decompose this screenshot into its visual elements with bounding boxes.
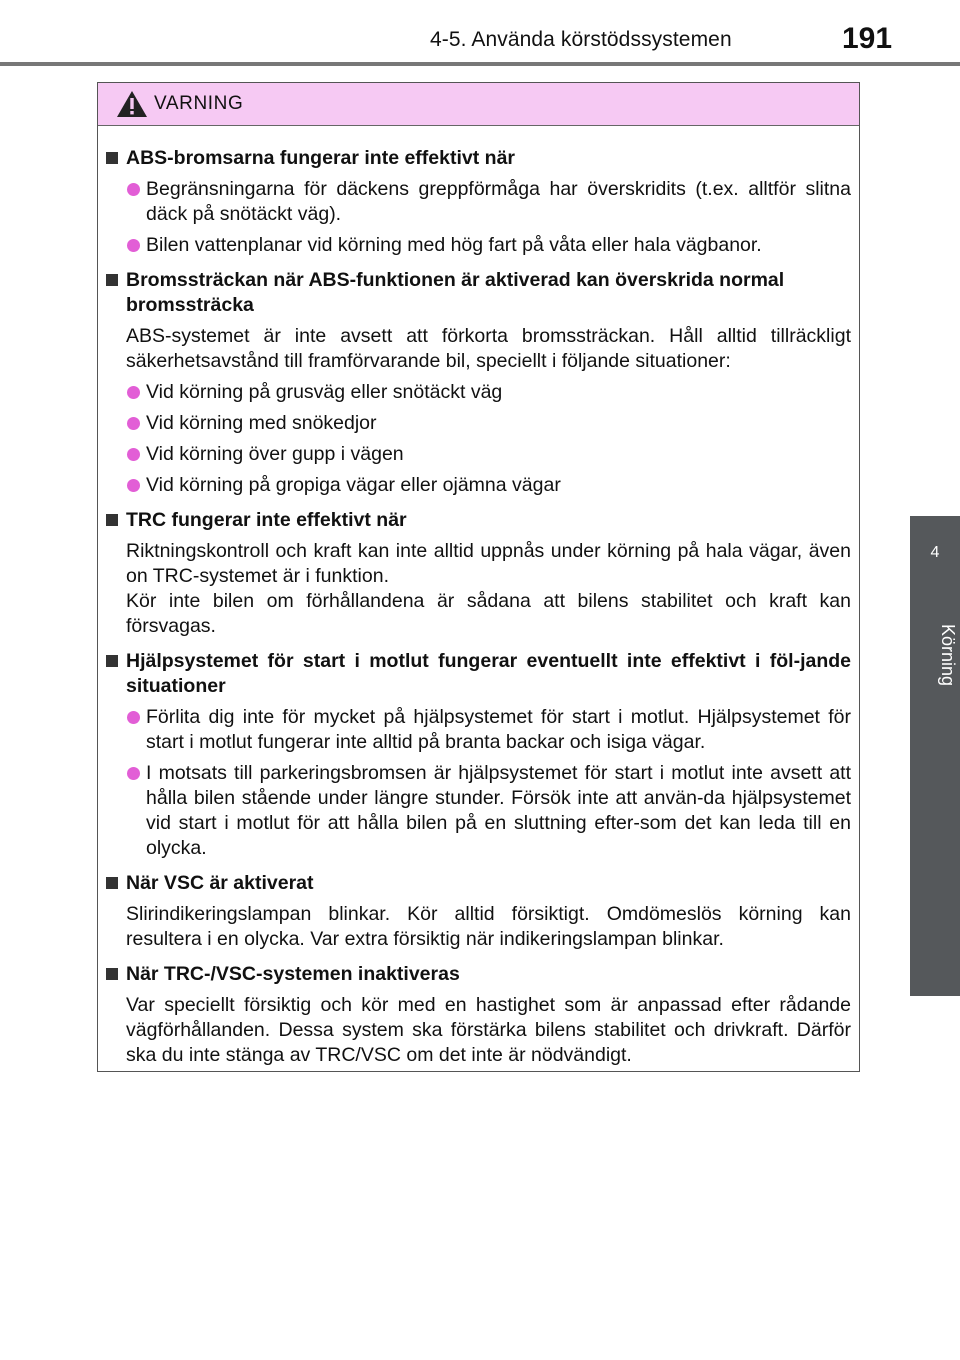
circle-bullet-icon [127, 417, 140, 430]
chapter-label: Körning [938, 624, 958, 687]
list-item: Vid körning över gupp i vägen [104, 442, 851, 467]
section-title: 4-5. Använda körstödssystemen [430, 28, 732, 51]
list-item: Vid körning på gropiga vägar eller ojämna vägar [104, 473, 851, 498]
circle-bullet-icon [127, 183, 140, 196]
paragraph: ABS-systemet är inte avsett att förkorta bromssträckan. Håll alltid tillräckligt säkerhetsavstånd till framförvarande bil, speciellt i följande situationer: [126, 325, 851, 372]
chapter-number: 4 [930, 544, 940, 561]
section-heading: ABS-bromsarna fungerar inte effektivt när [104, 146, 851, 171]
section-heading: TRC fungerar inte effektivt när [104, 508, 851, 533]
paragraph: Slirindikeringslampan blinkar. Kör alltid försiktigt. Omdömeslös körning kan resultera i en olycka. Var extra försiktig när indikeringslampan blinkar. [126, 903, 851, 950]
warning-box [97, 82, 860, 1072]
chapter-side-tab [910, 516, 960, 996]
circle-bullet-icon [127, 448, 140, 461]
list-item: Vid körning på grusväg eller snötäckt väg [104, 380, 851, 405]
square-bullet-icon [106, 514, 118, 526]
circle-bullet-icon [127, 386, 140, 399]
header-rule [0, 62, 960, 66]
warning-label: VARNING [154, 93, 244, 114]
section-heading: När VSC är aktiverat [104, 871, 851, 896]
list-item: Förlita dig inte för mycket på hjälpsystemet för start i motlut. Hjälpsystemet för start i motlut fungerar inte alltid på branta backar och isiga vägar. [104, 705, 851, 755]
square-bullet-icon [106, 968, 118, 980]
page-number: 191 [842, 22, 893, 55]
square-bullet-icon [106, 152, 118, 164]
list-item: Bilen vattenplanar vid körning med hög fart på våta eller hala vägbanor. [104, 233, 851, 258]
list-item: Begränsningarna för däckens greppförmåga har överskridits (t.ex. alltför slitna däck på snötäckt väg). [104, 177, 851, 227]
warning-body [98, 126, 859, 1068]
list-item: I motsats till parkeringsbromsen är hjälpsystemet för start i motlut inte avsett att hålla bilen stående under längre stunder. Försök inte att använ-da hjälpsystemet vid start i motlut för att hålla bilen på en sluttning efter-som det kan leda till en olycka. [104, 761, 851, 861]
circle-bullet-icon [127, 711, 140, 724]
circle-bullet-icon [127, 239, 140, 252]
circle-bullet-icon [127, 479, 140, 492]
paragraph: Var speciellt försiktig och kör med en hastighet som är anpassad efter rådande vägförhållanden. Dessa system ska förstärka bilens stabilitet och drivkraft. Därför ska du inte stänga av TRC/VSC om det inte är nödvändigt. [126, 994, 851, 1066]
circle-bullet-icon [127, 767, 140, 780]
square-bullet-icon [106, 655, 118, 667]
list-item: Vid körning med snökedjor [104, 411, 851, 436]
square-bullet-icon [106, 274, 118, 286]
square-bullet-icon [106, 877, 118, 889]
paragraph: Riktningskontroll och kraft kan inte alltid uppnås under körning på hala vägar, även on TRC-systemet är i funktion. Kör inte bilen om förhållandena är sådana att bilens stabilitet och kraft kan försvagas. [126, 540, 851, 637]
section-heading: När TRC-/VSC-systemen inaktiveras [104, 962, 851, 987]
warning-header [98, 83, 859, 126]
section-heading: Bromssträckan när ABS-funktionen är aktiverad kan överskrida normal bromssträcka [104, 268, 851, 318]
warning-triangle-icon [116, 90, 148, 118]
section-heading: Hjälpsystemet för start i motlut fungerar eventuellt inte effektivt i föl-jande situationer [104, 649, 851, 699]
